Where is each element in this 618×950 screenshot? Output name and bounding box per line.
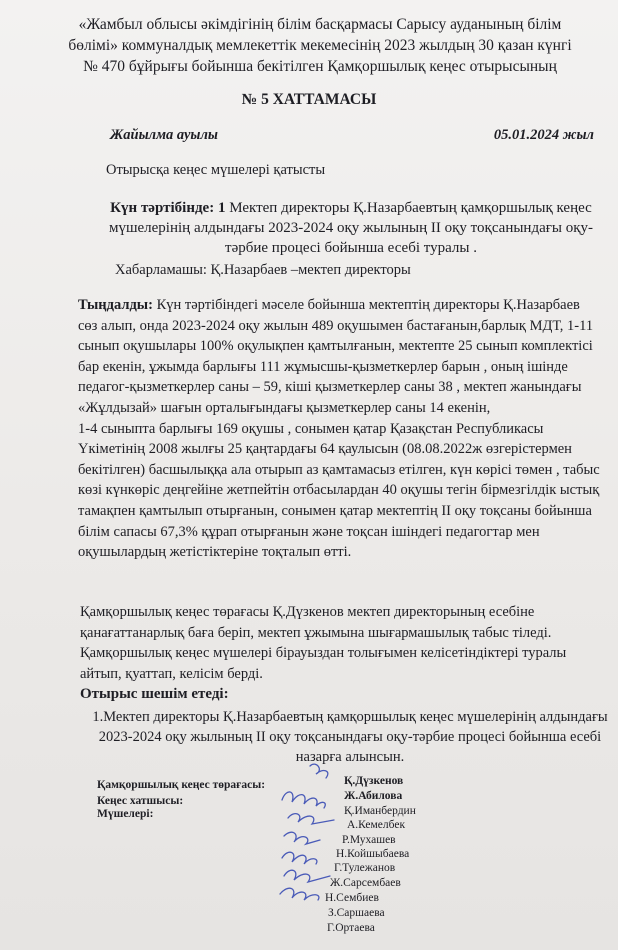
member-name: Ж.Сарсембаев [330, 877, 401, 889]
meeting-date: 05.01.2024 жыл [493, 127, 594, 143]
heard-text-1: Күн тәртібіндегі мәселе бойынша мектептің директоры Қ.Назарбаев сөз алып, онда 2023-2024 оқу жылын 489 оқушымен бастағанын,барлық МДТ, 1-11 сынып оқушылары 100% оқулықпен қамтылғанын, мектепте 25 сынып комплектісі бар екенін, ұжымда барлығы 111 жұмысшы-қызметкерлер барын , оның ішінде педагог-қызметкерлер саны – 59, кіші қызметкерлер саны 38 , мектеп жанындағы «Жұлдызай» шағын орталығындағы қызметкерлер саны 14 екенін, [78, 297, 594, 416]
chair-name: Қ.Дүзкенов [344, 775, 404, 787]
signature-scribble-member-4 [284, 870, 330, 882]
member-name: Н.Койшыбаева [336, 848, 410, 860]
heard-paragraph-2: 1-4 сыныпта барлығы 169 оқушы , сонымен қатар Қазақстан Республикасы Үкіметінің 2008 жылғы 25 қаңтардағы 64 қаулысын (08.08.2022ж өзгерістермен бекітілген) басшылыққа ала отырып аз қамтамасыз етілген, күн көрісі төмен , табыс көзі күнкөріс деңгейіне жетпейтін отбасылардан 40 оқушы тегін бірмезгілдік ыстық тамақпен қамтылып отырғанын, сонымен қатар мектептің II оқу тоқсаны бойынша білім сапасы 67,3% құрап отырғанын және тоқсан ішіндегі педагогтар мен оқушылардың жетістіктеріне тоқталып өтті. [78, 420, 600, 561]
heard-paragraph-1 [78, 295, 602, 419]
signature-scribble-secretary [282, 792, 325, 808]
member-name: Н.Сембиев [325, 892, 379, 904]
member-name: Қ.Иманбердин [344, 805, 416, 817]
signature-scribble-member-2 [284, 832, 320, 844]
agenda-lead: Күн тәртібінде: 1 [110, 200, 226, 216]
chair-signature-label: Қамқоршылық кеңес төрағасы: [97, 779, 266, 791]
secretary-name: Ж.Абилова [344, 790, 403, 802]
member-name: З.Саршаева [328, 907, 385, 919]
meeting-place: Жайылма ауылы [110, 127, 218, 143]
attendance-note: Отырысқа кеңес мүшелері қатысты [106, 162, 326, 178]
member-name: А.Кемелбек [347, 819, 406, 831]
document-title: № 5 ХАТТАМАСЫ [241, 91, 377, 108]
signature-scribble-chair [310, 764, 328, 778]
member-name: Р.Мухашев [342, 834, 396, 846]
unanimous-paragraph: Қамқоршылық кеңес мүшелері бірауыздан толығымен келісетіндіктері туралы айтып, қуаттап, келісім берді. [80, 645, 567, 682]
heard-lead: Тыңдалды: [78, 297, 153, 313]
member-name: Г.Тулежанов [334, 862, 396, 874]
agenda-paragraph [96, 198, 606, 258]
document-header: «Жамбыл облысы әкімдігінің білім басқармасы Сарысу ауданының білім бөлімі» коммуналдық мемлекеттік мекемесінің 2023 жылдың 30 қазан күнгі № 470 бұйрығы бойынша бекітілген Қамқоршылық кеңес отырысының [68, 16, 572, 75]
signature-scribble-member-5 [280, 888, 319, 900]
heard-section [78, 295, 602, 563]
resolution-paragraph: 1.Мектеп директоры Қ.Назарбаевтың қамқоршылық кеңес мүшелерінің алдындағы 2023-2024 оқу жылының II оқу тоқсанындағы оқу-тәрбие процесі бойынша есебі назарға алынсын. [92, 709, 608, 765]
signature-scribble-member-1 [288, 814, 334, 824]
decision-heading: Отырыс шешім етеді: [80, 686, 229, 702]
signature-scribble-member-3 [282, 852, 317, 864]
speaker-line: Хабарламашы: Қ.Назарбаев –мектеп директоры [115, 262, 411, 278]
members-signature-label: Мүшелері: [97, 808, 154, 820]
agenda-text: Мектеп директоры Қ.Назарбаевтың қамқоршылық кеңес мүшелерінің алдындағы 2023-2024 оқу жылының II оқу тоқсанындағы оқу-тәрбие процесі бойынша есебі туралы . [108, 200, 594, 256]
member-name: Г.Ортаева [327, 922, 375, 934]
secretary-signature-label: Кеңес хатшысы: [97, 795, 184, 807]
chair-paragraph: Қамқоршылық кеңес төрағасы Қ.Дүзкенов мектеп директорының есебіне қанағаттанарлық баға беріп, мектеп ұжымына шығармашылық табыс тіледі. [80, 604, 552, 641]
